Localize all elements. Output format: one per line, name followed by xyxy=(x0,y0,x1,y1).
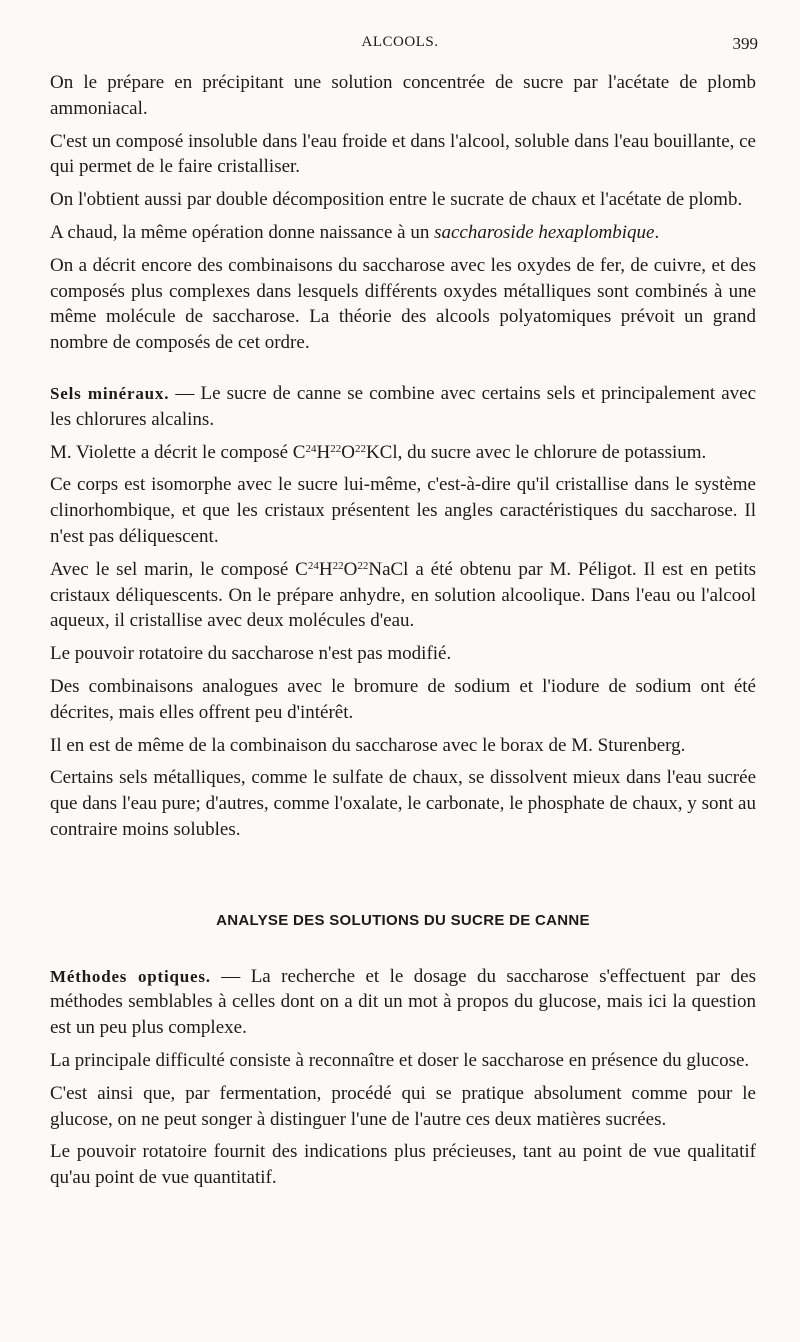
paragraph: On le prépare en précipitant une solution concentrée de sucre par l'acétate de plomb ammoniacal. xyxy=(50,72,756,119)
paragraph: Des combinaisons analogues avec le bromure de sodium et l'iodure de sodium ont été décrites, mais elles offrent peu d'intérêt. xyxy=(50,675,756,723)
paragraph: On l'obtient aussi par double décomposition entre le sucrate de chaux et l'acétate de plomb. xyxy=(50,189,743,211)
text-span: H xyxy=(316,441,331,463)
paragraph: On a décrit encore des combinaisons du saccharose avec les oxydes de fer, de cuivre, et des composés plus complexes dans lesquels différents oxydes métalliques sont combinés à une même molécule de saccharose. La théorie des alcools polyatomiques prévoit un grand nombre de composés de cet ordre. xyxy=(50,254,756,354)
paragraph xyxy=(50,440,756,466)
paragraph: Le pouvoir rotatoire du saccharose n'est pas modifié. xyxy=(50,643,452,665)
formula-exponent: 22 xyxy=(354,442,366,455)
formula-exponent: 24 xyxy=(307,559,319,572)
page-number: 399 xyxy=(732,34,758,53)
text-span: NaCl a été obtenu par M. Péligot. Il est en petits cristaux déliquescents. On le prépare anhydre, en solution alcoolique. Dans l'eau ou l'alcool aqueux, il cristallise avec deux molécules d'eau. xyxy=(50,558,756,632)
formula-exponent: 22 xyxy=(332,559,344,572)
paragraph: C'est ainsi que, par fermentation, procédé qui se pratique absolument comme pour le glucose, on ne peut songer à distinguer l'une de l'autre ces deux matières sucrées. xyxy=(50,1082,756,1130)
text-span: — Le sucre de canne se combine avec certains sels et principalement avec les chlorures alcalins. xyxy=(50,382,756,430)
page-header xyxy=(0,34,800,58)
paragraph: Il en est de même de la combinaison du saccharose avec le borax de M. Sturenberg. xyxy=(50,734,686,756)
running-head: ALCOOLS. xyxy=(361,34,439,50)
text-span: A chaud, la même opération donne naissance à un xyxy=(50,221,435,243)
text-span: O xyxy=(341,441,355,463)
run-in-heading: Sels minéraux. xyxy=(50,383,170,403)
paragraph: La principale difficulté consiste à reconnaître et doser le saccharose en présence du glucose. xyxy=(50,1049,750,1071)
run-in-heading: Méthodes optiques. xyxy=(50,966,211,986)
body-text xyxy=(50,70,756,1198)
paragraph: Ce corps est isomorphe avec le sucre lui-même, c'est-à-dire qu'il cristallise dans le système clinorhombique, et que les cristaux présentent les angles caractéristiques du saccharose. Il n'est pas déliquescent. xyxy=(50,474,756,547)
spacer xyxy=(50,850,756,908)
text-span: O xyxy=(343,558,358,580)
paragraph: C'est un composé insoluble dans l'eau froide et dans l'alcool, soluble dans l'eau bouillante, ce qui permet de le faire cristalliser. xyxy=(50,130,756,178)
formula-exponent: 24 xyxy=(305,442,317,455)
text-span: — La recherche et le dosage du saccharose s'effectuent par des méthodes semblables à celles dont on a dit un mot à propos du glucose, mais ici la question est un peu plus complexe. xyxy=(50,965,756,1039)
text-span: KCl, du sucre avec le chlorure de potassium. xyxy=(365,441,707,463)
formula-exponent: 22 xyxy=(357,559,369,572)
spacer xyxy=(50,363,756,381)
paragraph xyxy=(50,557,756,634)
paragraph: Certains sels métalliques, comme le sulfate de chaux, se dissolvent mieux dans l'eau sucrée que dans l'eau pure; d'autres, comme l'oxalate, le carbonate, le phosphate de chaux, y sont au contraire moins solubles. xyxy=(50,767,756,840)
italic-term: saccharoside hexaplombique xyxy=(434,221,655,243)
formula-exponent: 22 xyxy=(330,442,342,455)
text-span: H xyxy=(318,558,333,580)
text-span: M. Violette a décrit le composé C xyxy=(50,441,306,463)
text-span: . xyxy=(654,221,660,243)
paragraph xyxy=(50,381,756,433)
spacer xyxy=(50,934,756,964)
paragraph: Le pouvoir rotatoire fournit des indications plus précieuses, tant au point de vue qualitatif qu'au point de vue quantitatif. xyxy=(50,1141,756,1189)
paragraph xyxy=(50,220,756,246)
paragraph xyxy=(50,964,756,1041)
text-span: Avec le sel marin, le composé C xyxy=(50,558,308,580)
section-title: ANALYSE DES SOLUTIONS DU SUCRE DE CANNE xyxy=(216,911,590,929)
